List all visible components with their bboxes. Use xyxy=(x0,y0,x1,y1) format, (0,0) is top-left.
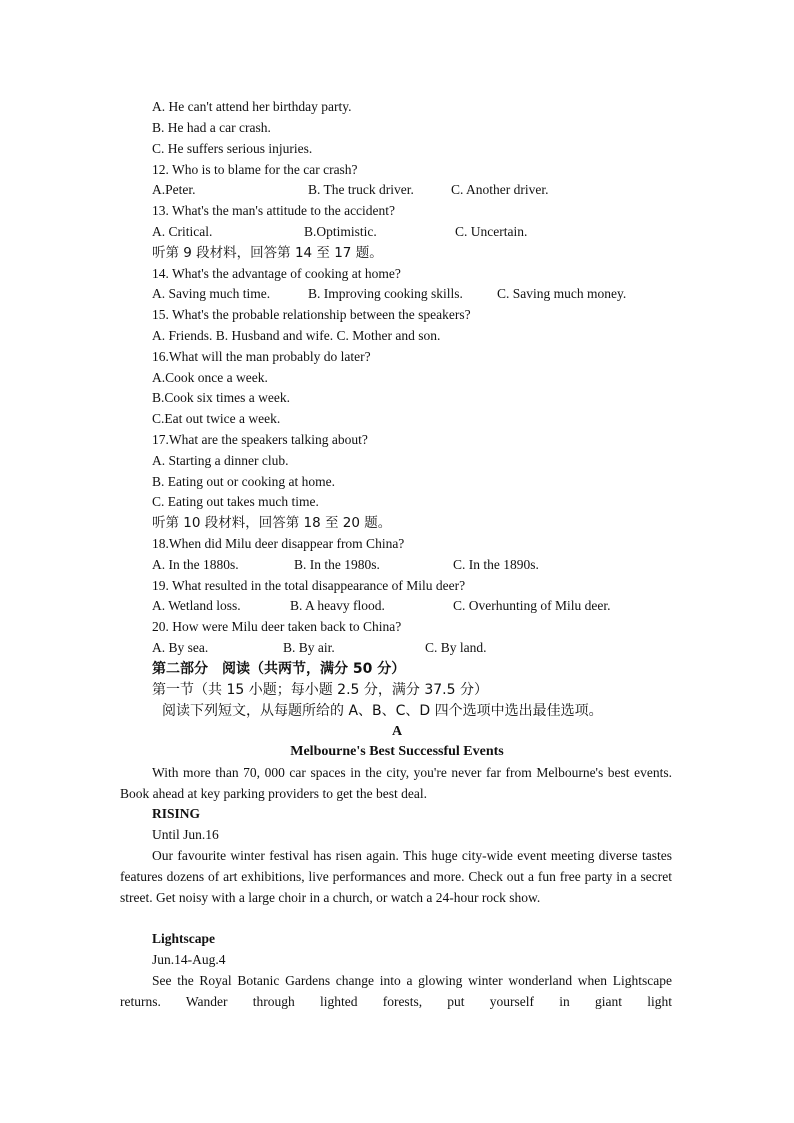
event-2-date: Jun.14-Aug.4 xyxy=(152,952,226,967)
event-2-description: See the Royal Botanic Gardens change into a glowing winter wonderland when Lightscape returns. Wander through lighted forests, put yourself in giant light xyxy=(120,973,672,1009)
q11-option-b: B. He had a car crash. xyxy=(152,120,271,135)
passage-title: Melbourne's Best Successful Events xyxy=(290,744,504,759)
q12-option-a: A.Peter. xyxy=(152,182,196,197)
section-10-heading: 听第 10 段材料，回答第 18 至 20 题。 xyxy=(152,515,392,531)
q19-option-c: C. Overhunting of Milu deer. xyxy=(453,598,611,613)
section-9-heading: 听第 9 段材料，回答第 14 至 17 题。 xyxy=(152,245,383,261)
passage-letter: A xyxy=(391,724,403,739)
q14-question: 14. What's the advantage of cooking at home? xyxy=(152,266,401,281)
q19-option-b: B. A heavy flood. xyxy=(290,598,385,613)
event-1-description: Our favourite winter festival has risen again. This huge city-wide event meeting diverse tastes features dozens of art exhibitions, live performances and more. Check out a fun free party in a secret street. Get noisy with a large choir in a church, or watch a 24-hour rock show. xyxy=(120,848,672,905)
q12-option-c: C. Another driver. xyxy=(451,182,549,197)
q12-question: 12. Who is to blame for the car crash? xyxy=(152,162,358,177)
q15-options: A. Friends. B. Husband and wife. C. Mother and son. xyxy=(152,328,441,343)
q12-option-b: B. The truck driver. xyxy=(308,182,414,197)
q17-option-b: B. Eating out or cooking at home. xyxy=(152,474,335,489)
q13-question: 13. What's the man's attitude to the accident? xyxy=(152,203,396,218)
reading-instruction: 阅读下列短文，从每题所给的 A、B、C、D 四个选项中选出最佳选项。 xyxy=(162,703,603,719)
q15-question: 15. What's the probable relationship between the speakers? xyxy=(152,307,471,322)
q14-option-b: B. Improving cooking skills. xyxy=(308,286,463,301)
q20-option-c: C. By land. xyxy=(425,640,487,655)
q18-option-c: C. In the 1890s. xyxy=(453,557,539,572)
section-1-heading: 第一节（共 15 小题；每小题 2.5 分，满分 37.5 分） xyxy=(152,682,488,698)
q11-option-a: A. He can't attend her birthday party. xyxy=(152,99,352,114)
q20-question: 20. How were Milu deer taken back to China? xyxy=(152,619,402,634)
q19-option-a: A. Wetland loss. xyxy=(152,598,241,613)
q16-option-b: B.Cook six times a week. xyxy=(152,390,290,405)
event-1-date: Until Jun.16 xyxy=(152,827,219,842)
q18-option-a: A. In the 1880s. xyxy=(152,557,239,572)
q14-option-a: A. Saving much time. xyxy=(152,286,271,301)
q20-option-a: A. By sea. xyxy=(152,640,209,655)
q13-option-b: B.Optimistic. xyxy=(304,224,377,239)
q17-question: 17.What are the speakers talking about? xyxy=(152,432,368,447)
q13-option-c: C. Uncertain. xyxy=(455,224,528,239)
passage-intro: With more than 70, 000 car spaces in the city, you're never far from Melbourne's best events. Book ahead at key parking providers to get the best deal. xyxy=(120,765,672,801)
q19-question: 19. What resulted in the total disappearance of Milu deer? xyxy=(152,578,466,593)
q20-option-b: B. By air. xyxy=(283,640,335,655)
event-1-name: RISING xyxy=(152,806,201,821)
event-2-name: Lightscape xyxy=(152,931,216,946)
q16-option-a: A.Cook once a week. xyxy=(152,370,268,385)
q17-option-a: A. Starting a dinner club. xyxy=(152,453,289,468)
part-2-title: 第二部分 阅读（共两节，满分 50 分） xyxy=(152,661,406,677)
q16-question: 16.What will the man probably do later? xyxy=(152,349,371,364)
q14-option-c: C. Saving much money. xyxy=(497,286,627,301)
q18-question: 18.When did Milu deer disappear from China? xyxy=(152,536,405,551)
q18-option-b: B. In the 1980s. xyxy=(294,557,380,572)
q17-option-c: C. Eating out takes much time. xyxy=(152,494,319,509)
q13-option-a: A. Critical. xyxy=(152,224,213,239)
q16-option-c: C.Eat out twice a week. xyxy=(152,411,281,426)
q11-option-c: C. He suffers serious injuries. xyxy=(152,141,313,156)
